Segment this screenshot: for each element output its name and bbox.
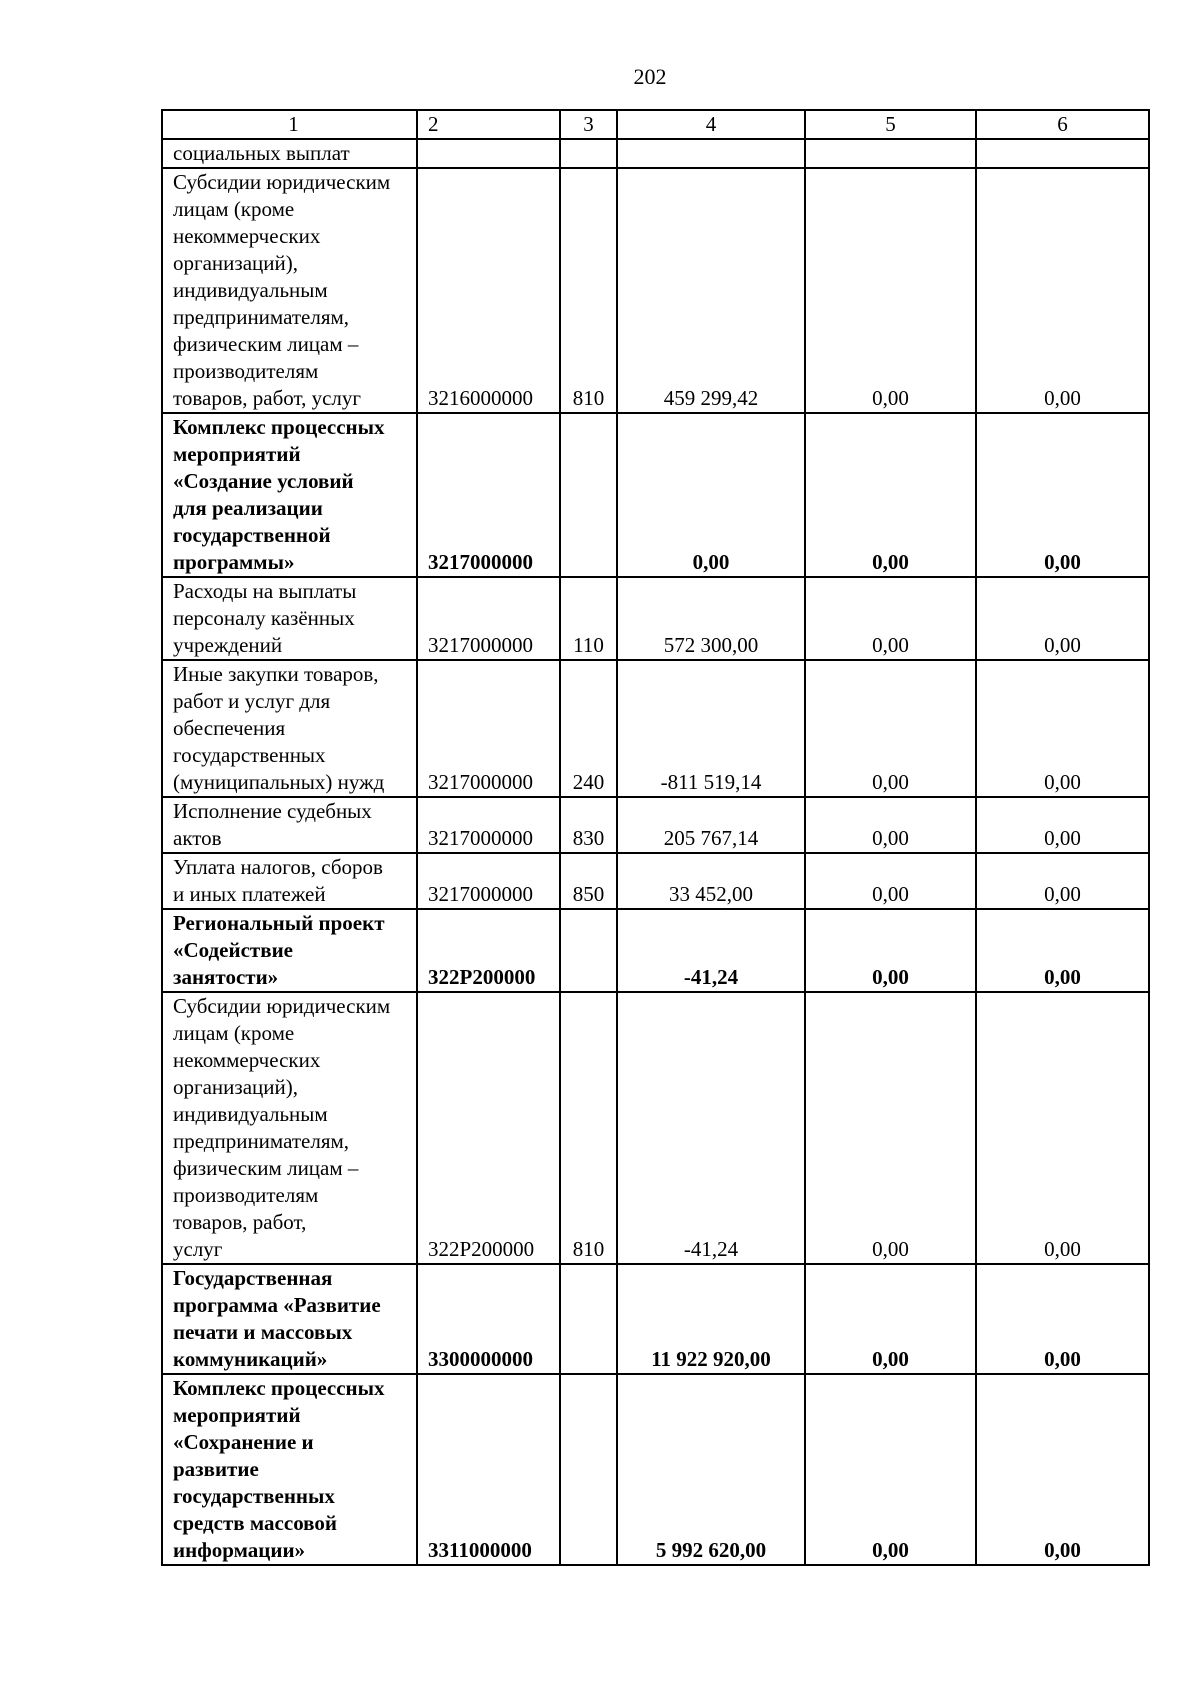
cell-text: 0,00	[1044, 1237, 1081, 1261]
cell-text: 0,00	[1044, 826, 1081, 850]
table-row	[162, 992, 1149, 1264]
cell-text: социальных выплат	[173, 141, 350, 165]
cell-text: 33 452,00	[669, 882, 753, 906]
header-row	[162, 110, 1149, 139]
table-cell-v5	[805, 139, 976, 168]
table-row	[162, 1374, 1149, 1565]
table-cell-v4	[617, 853, 805, 909]
cell-text: 3217000000	[428, 633, 533, 657]
column-header: 1	[162, 110, 417, 139]
cell-text: 3217000000	[428, 550, 533, 574]
table-cell-v4	[617, 797, 805, 853]
cell-text: 5 992 620,00	[655, 1538, 767, 1562]
cell-text: Иные закупки товаров, работ и услуг для обеспечения государственных (муниципальных) нужд	[173, 662, 385, 794]
table-cell-v4	[617, 909, 805, 992]
table-cell-type	[560, 1264, 617, 1374]
table-cell-name	[162, 577, 417, 660]
column-header: 5	[805, 110, 976, 139]
table-row	[162, 577, 1149, 660]
cell-text: 0,00	[1044, 386, 1081, 410]
cell-text: 459 299,42	[663, 386, 759, 410]
table-cell-code	[417, 168, 560, 413]
cell-text: 240	[572, 770, 605, 794]
table-cell-v5	[805, 1374, 976, 1565]
cell-text: 205 767,14	[663, 826, 759, 850]
cell-text: Субсидии юридическим лицам (кроме некоммерческих организаций), индивидуальным предпринимателям, физическим лицам – производителям товаров, работ, услуг	[173, 170, 391, 410]
column-header: 3	[560, 110, 617, 139]
table-cell-name	[162, 413, 417, 577]
cell-text: 850	[572, 882, 605, 906]
table-cell-v5	[805, 1264, 976, 1374]
table-cell-code	[417, 139, 560, 168]
cell-text: 322P200000	[428, 965, 536, 989]
table-cell-code	[417, 992, 560, 1264]
table-cell-v5	[805, 168, 976, 413]
table-cell-name	[162, 1374, 417, 1565]
column-header: 4	[617, 110, 805, 139]
cell-text: 0,00	[872, 965, 909, 989]
cell-text: 3216000000	[428, 386, 533, 410]
cell-text: 0,00	[872, 882, 909, 906]
table-cell-v4	[617, 168, 805, 413]
table-cell-v6	[976, 797, 1149, 853]
cell-text: 0,00	[1044, 965, 1081, 989]
table-cell-name	[162, 853, 417, 909]
table-cell-type	[560, 909, 617, 992]
cell-text: 3217000000	[428, 882, 533, 906]
cell-text: 3311000000	[428, 1538, 532, 1562]
table-cell-type	[560, 168, 617, 413]
table-cell-v4	[617, 1374, 805, 1565]
table-cell-v6	[976, 1374, 1149, 1565]
table-cell-name	[162, 139, 417, 168]
cell-text: Региональный проект «Содействие занятости»	[173, 911, 385, 989]
table-cell-type	[560, 1374, 617, 1565]
cell-text: Комплекс процессных мероприятий «Сохранение и развитие государственных средств массовой информации»	[173, 1376, 385, 1562]
table-cell-code	[417, 797, 560, 853]
cell-text: -41,24	[683, 965, 739, 989]
cell-text: Расходы на выплаты персоналу казённых учреждений	[173, 579, 357, 657]
table-cell-type	[560, 413, 617, 577]
cell-text: 830	[572, 826, 605, 850]
table-cell-name	[162, 168, 417, 413]
table-cell-v4	[617, 992, 805, 1264]
cell-text: 0,00	[1044, 1538, 1081, 1562]
cell-text: 3217000000	[428, 826, 533, 850]
cell-text: Уплата налогов, сборов и иных платежей	[173, 855, 383, 906]
table-cell-code	[417, 853, 560, 909]
cell-text: Комплекс процессных мероприятий «Создание условий для реализации государственной программы»	[173, 415, 385, 574]
table-cell-v6	[976, 909, 1149, 992]
table-cell-v6	[976, 1264, 1149, 1374]
cell-text: 0,00	[872, 1237, 909, 1261]
table-cell-v6	[976, 853, 1149, 909]
table-cell-name	[162, 1264, 417, 1374]
cell-text: Субсидии юридическим лицам (кроме некоммерческих организаций), индивидуальным предпринимателям, физическим лицам – производителям товаров, работ, услуг	[173, 994, 391, 1261]
table-row	[162, 660, 1149, 797]
table-cell-v5	[805, 660, 976, 797]
cell-text: 3217000000	[428, 770, 533, 794]
cell-text: 0,00	[1044, 1347, 1081, 1371]
table-row	[162, 168, 1149, 413]
table-cell-v6	[976, 992, 1149, 1264]
cell-text: -811 519,14	[660, 770, 762, 794]
table-cell-v4	[617, 413, 805, 577]
table-cell-v5	[805, 797, 976, 853]
budget-table	[161, 109, 1150, 1566]
cell-text: 0,00	[872, 1347, 909, 1371]
table-cell-v5	[805, 413, 976, 577]
cell-text: 0,00	[872, 1538, 909, 1562]
table-cell-v6	[976, 577, 1149, 660]
table-cell-code	[417, 577, 560, 660]
table-cell-code	[417, 909, 560, 992]
table-cell-v5	[805, 909, 976, 992]
column-header: 6	[976, 110, 1149, 139]
cell-text: 322P200000	[428, 1237, 535, 1261]
table-cell-v6	[976, 139, 1149, 168]
column-header: 2	[417, 110, 560, 139]
table-cell-v4	[617, 1264, 805, 1374]
table-cell-v5	[805, 577, 976, 660]
table-row	[162, 413, 1149, 577]
table-cell-code	[417, 660, 560, 797]
cell-text: 0,00	[1044, 633, 1081, 657]
table-row	[162, 139, 1149, 168]
cell-text: 0,00	[1044, 550, 1081, 574]
cell-text: 0,00	[872, 386, 909, 410]
table-row	[162, 1264, 1149, 1374]
cell-text: 11 922 920,00	[651, 1347, 771, 1371]
table-cell-name	[162, 992, 417, 1264]
table-cell-type	[560, 660, 617, 797]
table-cell-v5	[805, 853, 976, 909]
table-cell-type	[560, 139, 617, 168]
table-cell-type	[560, 853, 617, 909]
cell-text: 810	[572, 1237, 605, 1261]
table-cell-name	[162, 797, 417, 853]
cell-text: Исполнение судебных актов	[173, 799, 372, 850]
cell-text: 810	[572, 386, 605, 410]
table-cell-code	[417, 1374, 560, 1565]
table-cell-code	[417, 413, 560, 577]
table-row	[162, 797, 1149, 853]
table-cell-type	[560, 797, 617, 853]
table-cell-v4	[617, 139, 805, 168]
cell-text: 3300000000	[428, 1347, 533, 1371]
table-cell-v4	[617, 577, 805, 660]
table-cell-v6	[976, 413, 1149, 577]
cell-text: 572 300,00	[663, 633, 759, 657]
table-cell-v6	[976, 168, 1149, 413]
table-cell-v5	[805, 992, 976, 1264]
cell-text: 0,00	[872, 633, 909, 657]
table-cell-name	[162, 909, 417, 992]
table-cell-v4	[617, 660, 805, 797]
page-number: 202	[633, 64, 667, 89]
cell-text: -41,24	[683, 1237, 739, 1261]
cell-text: 0,00	[692, 550, 730, 574]
table-row	[162, 853, 1149, 909]
cell-text: Государственная программа «Развитие печати и массовых коммуникаций»	[173, 1266, 381, 1371]
cell-text: 0,00	[872, 550, 909, 574]
table-cell-type	[560, 577, 617, 660]
table-cell-name	[162, 660, 417, 797]
table-cell-code	[417, 1264, 560, 1374]
table-cell-v6	[976, 660, 1149, 797]
cell-text: 0,00	[1044, 770, 1081, 794]
cell-text: 110	[573, 633, 604, 657]
table-row	[162, 909, 1149, 992]
cell-text: 0,00	[1044, 882, 1081, 906]
cell-text: 0,00	[872, 770, 909, 794]
cell-text: 0,00	[872, 826, 909, 850]
table-cell-type	[560, 992, 617, 1264]
